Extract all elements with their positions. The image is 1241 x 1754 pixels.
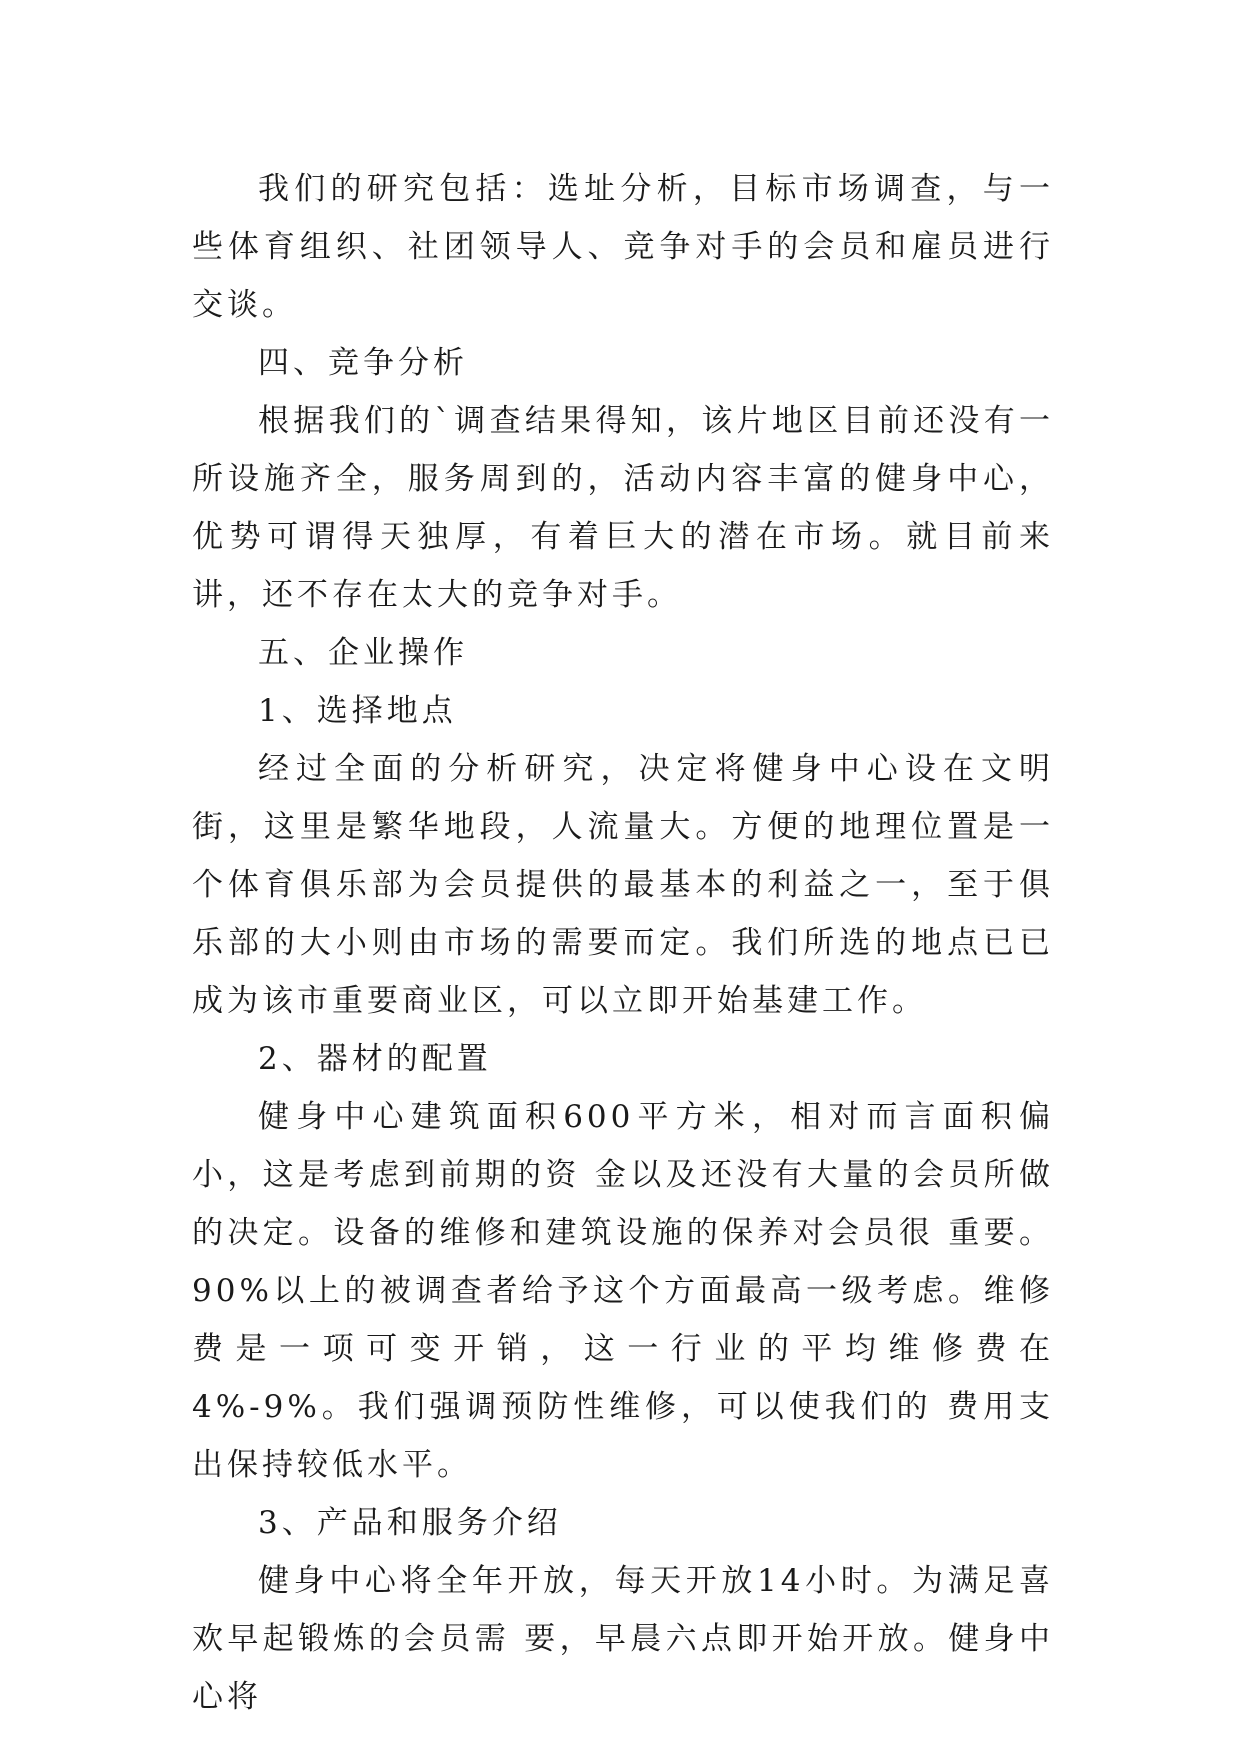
paragraph-equipment-configuration: 健身中心建筑面积600平方米，相对而言面积偏小，这是考虑到前期的资 金以及还没有大量的会员所做的决定。设备的维修和建筑设施的保养对会员很 重要。90%以上的被调查者给予这个方面最高一级考虑。维修费是一项可变开销，这一行业的平均维修费在4%-9%。我们强调预防性维修，可以使我们的 费用支出保持较低水平。 (192, 1099, 1054, 1483)
heading-location-selection: 1、选择地点 (258, 693, 457, 729)
heading-business-operation: 五、企业操作 (258, 635, 468, 671)
document-body (192, 160, 1054, 1726)
heading-equipment-configuration: 2、器材的配置 (258, 1041, 492, 1077)
paragraph-competition-analysis: 根据我们的`调查结果得知，该片地区目前还没有一所设施齐全，服务周到的，活动内容丰富的健身中心，优势可谓得天独厚，有着巨大的潜在市场。就目前来讲，还不存在太大的竞争对手。 (192, 403, 1054, 613)
paragraph-products-services: 健身中心将全年开放，每天开放14小时。为满足喜欢早起锻炼的会员需 要，早晨六点即开始开放。健身中心将 (192, 1563, 1054, 1715)
heading-products-services: 3、产品和服务介绍 (258, 1505, 562, 1541)
paragraph-research-scope: 我们的研究包括：选址分析，目标市场调查，与一些体育组织、社团领导人、竞争对手的会员和雇员进行交谈。 (192, 171, 1054, 323)
heading-competition-analysis: 四、竞争分析 (258, 345, 468, 381)
paragraph-location-selection: 经过全面的分析研究，决定将健身中心设在文明街，这里是繁华地段，人流量大。方便的地理位置是一个体育俱乐部为会员提供的最基本的利益之一，至于俱乐部的大小则由市场的需要而定。我们所选的地点已已成为该市重要商业区，可以立即开始基建工作。 (192, 751, 1054, 1019)
